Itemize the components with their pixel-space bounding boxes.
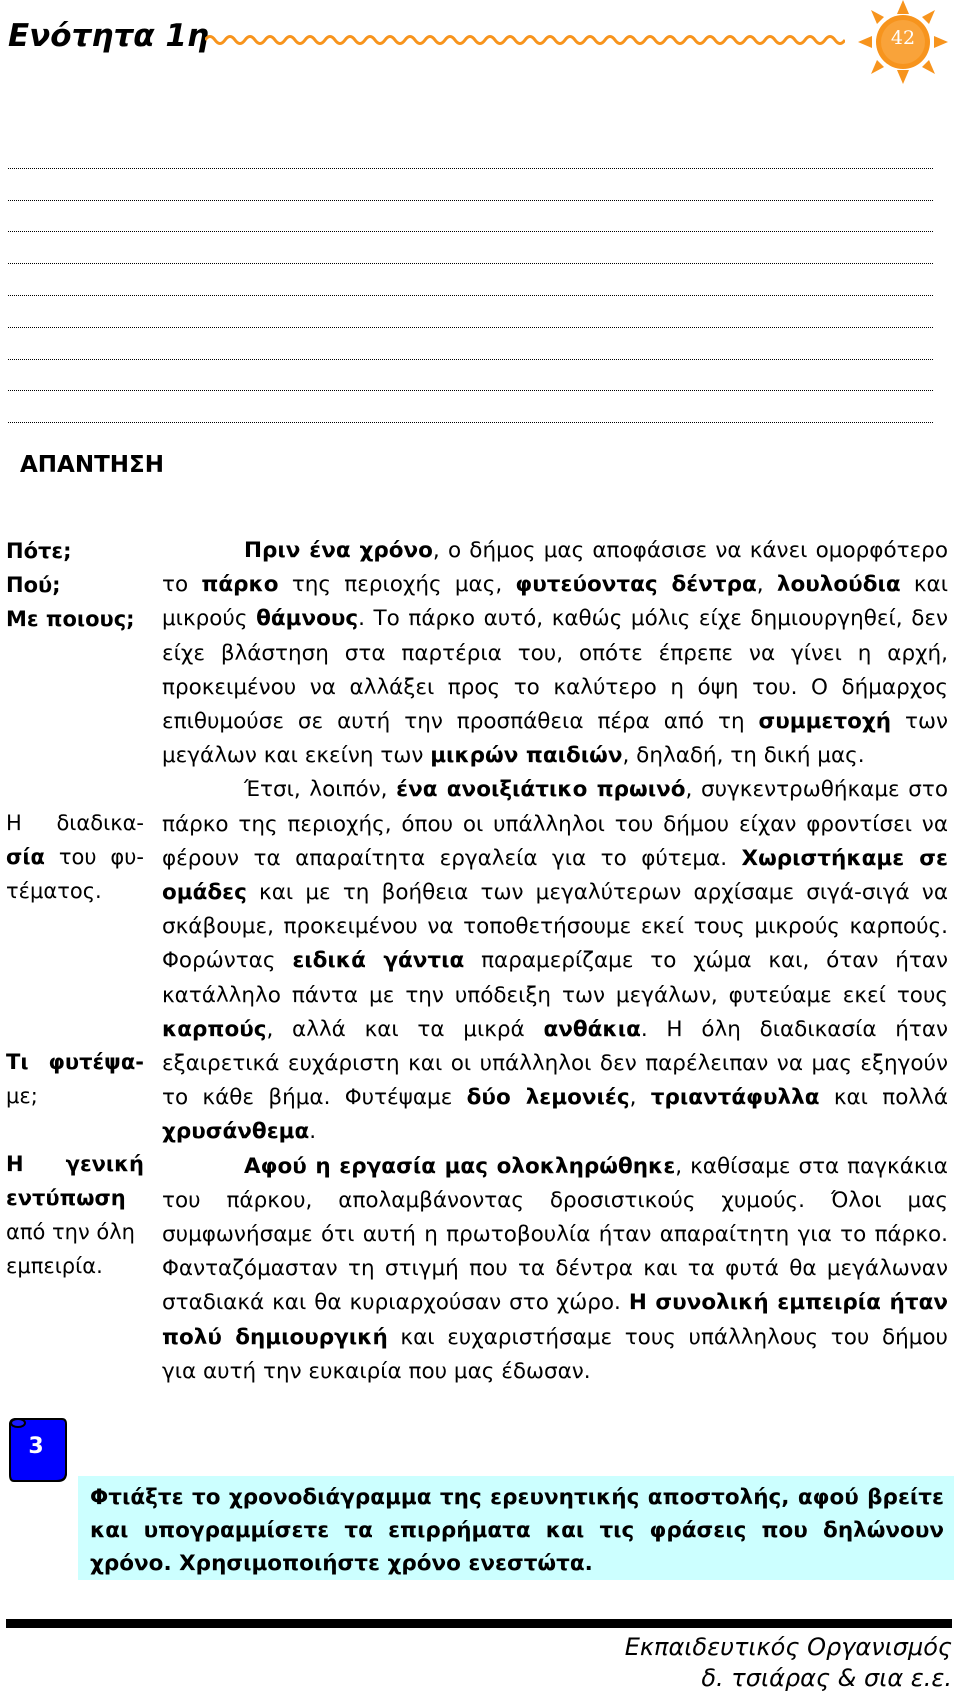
dotted-answer-lines xyxy=(8,137,933,423)
bold-phrase: ειδικά γάντια xyxy=(292,948,465,974)
side-note-when-where-who xyxy=(6,534,144,636)
side-note-impression-text: από την όλη xyxy=(6,1220,135,1244)
side-note-what-planted-text: με; xyxy=(6,1084,38,1108)
footer-divider xyxy=(6,1619,952,1628)
answer-line[interactable] xyxy=(8,391,933,423)
side-note-impression-text: εντύπωση xyxy=(6,1186,126,1210)
bold-phrase: Η συνολική εμπειρία ήταν πολύ δημιουργική xyxy=(162,1290,948,1350)
bold-phrase: θάμνους xyxy=(256,606,359,632)
task-instruction-text: Φτιάξτε το χρονοδιάγραμμα της ερευνητικής αποστολής, αφού βρείτε και υπογραμμίσετε τα επιρρήματα και τις φράσεις που δηλώνουν χρόνο. Χρησιμοποιήστε χρόνο ενεστώτα. xyxy=(90,1485,944,1576)
task-number: 3 xyxy=(28,1434,44,1459)
essay-paragraph-1 xyxy=(162,534,948,773)
answer-essay xyxy=(162,534,948,1389)
bold-phrase: συμμετοχή xyxy=(758,709,892,735)
bold-phrase: δύο λεμονιές xyxy=(466,1085,630,1111)
text-run: των μεγάλων και εκείνη των xyxy=(162,709,948,769)
answer-line[interactable] xyxy=(8,296,933,328)
bold-phrase: ανθάκια xyxy=(543,1016,641,1042)
task-number-scroll-icon xyxy=(8,1415,68,1485)
answer-line[interactable] xyxy=(8,137,933,169)
text-run: , xyxy=(629,1085,651,1111)
text-run: Έτσι, λοιπόν, xyxy=(244,777,397,803)
footer-publisher: Εκπαιδευτικός Οργανισμός xyxy=(624,1633,952,1661)
answer-heading: ΑΠΑΝΤΗΣΗ xyxy=(20,452,164,478)
bold-phrase: Πριν ένα χρόνο xyxy=(244,538,433,563)
answer-line[interactable] xyxy=(8,201,933,233)
side-note-impression-text: εμπειρία. xyxy=(6,1254,103,1278)
text-run: . xyxy=(309,1119,317,1145)
bold-phrase: Χωριστήκαμε σε ομάδες xyxy=(162,845,948,906)
bold-phrase: καρπούς xyxy=(162,1016,267,1042)
bold-phrase: Αφού η εργασία μας ολοκληρώθηκε xyxy=(244,1153,676,1179)
side-note-with-whom: Με ποιους; xyxy=(6,607,135,631)
text-run: , xyxy=(756,572,777,598)
bold-phrase: τριαντάφυλλα xyxy=(650,1085,820,1111)
side-note-what-planted xyxy=(6,1045,144,1113)
side-note-process-bold: σία xyxy=(6,845,45,869)
essay-paragraph-3 xyxy=(162,1150,948,1389)
text-run: , ο δήμος μας αποφάσισε να κάνει ομορφότερο το xyxy=(162,538,948,598)
bold-phrase: χρυσάνθεμα xyxy=(162,1119,310,1145)
text-run: και με τη βοήθεια των μεγαλύτερων αρχίσαμε σιγά-σιγά να σκάβουμε, προκειμένου να τοποθετήσουμε εκεί τους μικρούς καρπούς. Φορώντας xyxy=(162,880,948,974)
text-run: , συγκεντρωθήκαμε στο πάρκο της περιοχής, όπου οι υπάλληλοι του δήμου είχαν φροντίσει να φέρουν τα απαραίτητα εργαλεία για το φύτεμα. xyxy=(162,777,948,871)
bold-phrase: ένα ανοιξιάτικο πρωινό xyxy=(396,777,686,803)
side-note-process-text: του φυ- xyxy=(44,845,144,869)
text-run: και πολλά xyxy=(819,1085,948,1111)
text-run: , δηλαδή, τη δική μας. xyxy=(622,743,865,769)
side-note-when: Πότε; xyxy=(6,539,72,563)
text-run: παραμερίζαμε το χώμα και, όταν ήταν κατάλληλο πάντα με την υπόδειξη των μεγάλων, φυτεύαμε εκεί τους xyxy=(162,948,948,1008)
text-run: , αλλά και τα μικρά xyxy=(266,1016,544,1042)
text-run: και ευχαριστήσαμε τους υπάλληλους του δήμου για αυτή την ευκαιρία που μας έδωσαν. xyxy=(162,1324,948,1384)
side-note-what-planted-text: Τι φυτέψα- xyxy=(6,1050,144,1074)
text-run: της περιοχής μας, xyxy=(278,572,516,598)
task-instruction-box xyxy=(78,1476,954,1580)
bold-phrase: φυτεύοντας δέντρα xyxy=(515,572,757,598)
text-run: και μικρούς xyxy=(162,572,949,632)
text-run: . Το πάρκο αυτό, καθώς μόλις είχε δημιουργηθεί, δεν είχε βλάστηση στα παρτέρια του, οπότε έπρεπε να γίνει η αρχή, προκειμένου να αλλάξει προς το καλύτερο η όψη του. Ο δήμαρχος επιθυμούσε σε αυτή την προσπάθεια πέρα από τη xyxy=(162,606,949,735)
page-number: 42 xyxy=(890,27,916,49)
answer-line[interactable] xyxy=(8,232,933,264)
bold-phrase: πάρκο xyxy=(201,572,279,598)
bold-phrase: λουλούδια xyxy=(776,572,901,598)
answer-line[interactable] xyxy=(8,264,933,296)
essay-paragraph-2 xyxy=(162,773,948,1149)
answer-line[interactable] xyxy=(8,169,933,201)
side-note-where: Πού; xyxy=(6,573,61,597)
text-run: , καθίσαμε στα παγκάκια του πάρκου, απολαμβάνοντας δροσιστικούς χυμούς. Όλοι μας συμφωνήσαμε ότι αυτή η πρωτοβουλία ήταν απαραίτητη για το πάρκο. Φανταζόμασταν τη στιγμή που τα δέντρα και τα φυτά θα μεγάλωναν σταδιακά και θα κυριαρχούσαν στο χώρο. xyxy=(162,1153,948,1316)
side-note-process-text: τέματος. xyxy=(6,879,102,903)
side-note-process xyxy=(6,806,144,908)
decorative-wave-line xyxy=(205,32,845,48)
side-note-impression-text: Η γενική xyxy=(6,1152,144,1176)
footer-publisher-name: δ. τσιάρας & σια ε.ε. xyxy=(701,1664,952,1692)
side-note-process-text: Η διαδικα- xyxy=(6,811,144,835)
side-note-impression xyxy=(6,1147,144,1283)
answer-line[interactable] xyxy=(8,360,933,392)
text-run: . Η όλη διαδικασία ήταν εξαιρετικά ευχάριστη και οι υπάλληλοι δεν παρέλειπαν να μας εξηγούν το κάθε βήμα. Φυτέψαμε xyxy=(162,1016,948,1111)
section-title: Ενότητα 1η xyxy=(8,18,209,54)
bold-phrase: μικρών παιδιών xyxy=(430,743,623,769)
answer-line[interactable] xyxy=(8,328,933,360)
